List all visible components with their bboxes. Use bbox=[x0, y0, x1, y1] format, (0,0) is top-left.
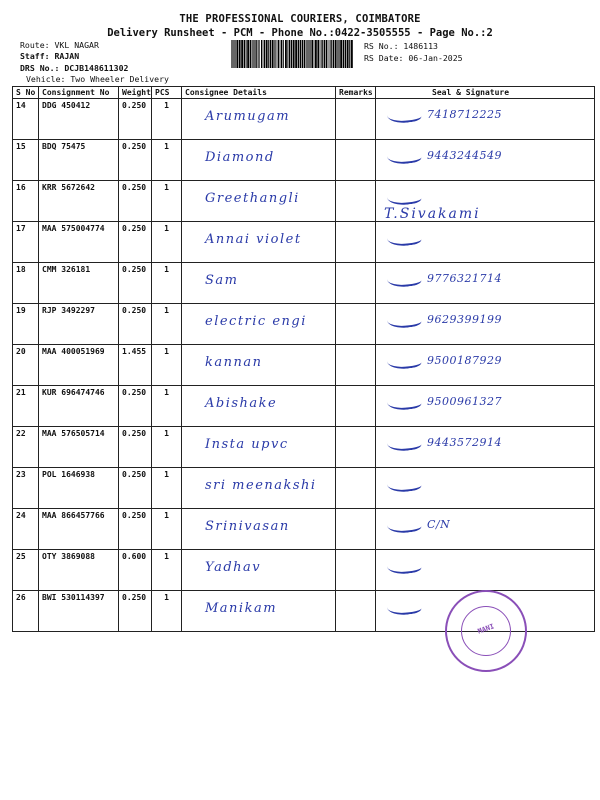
signature-phone: 9443572914 bbox=[427, 436, 502, 449]
sno-cell: 21 bbox=[13, 386, 39, 427]
signature-scribble bbox=[386, 269, 422, 290]
consignment-cell: POL 1646938 bbox=[39, 468, 119, 509]
barcode-bar bbox=[274, 40, 275, 68]
barcode-bar bbox=[256, 40, 257, 68]
sno-cell: 22 bbox=[13, 427, 39, 468]
consignment-cell: OTY 3869088 bbox=[39, 550, 119, 591]
barcode-bar bbox=[231, 40, 232, 68]
barcode-bar bbox=[287, 40, 288, 68]
signature-scribble bbox=[386, 310, 422, 331]
pcs-cell: 1 bbox=[152, 304, 182, 345]
handwritten-signature bbox=[387, 436, 502, 449]
barcode-bar bbox=[306, 40, 307, 68]
barcode-bar bbox=[315, 40, 317, 68]
remarks-cell bbox=[336, 99, 376, 140]
table-header-row bbox=[13, 87, 595, 99]
barcode-bar bbox=[247, 40, 249, 68]
signature-scribble bbox=[386, 556, 422, 577]
barcode-bar bbox=[261, 40, 262, 68]
rs-number: RS No.: 1486113 bbox=[364, 41, 438, 51]
signature-cell bbox=[376, 468, 595, 509]
table-row bbox=[13, 509, 595, 550]
handwritten-consignee: Abishake bbox=[205, 396, 278, 411]
barcode-bar bbox=[330, 40, 331, 68]
sno-cell: 19 bbox=[13, 304, 39, 345]
signature-phone: 7418712225 bbox=[427, 108, 502, 121]
barcode-bar bbox=[266, 40, 268, 68]
pcs-cell: 1 bbox=[152, 550, 182, 591]
table-row bbox=[13, 263, 595, 304]
barcode-bar bbox=[307, 40, 308, 68]
column-header: Weight bbox=[119, 87, 152, 99]
consignee-cell bbox=[182, 468, 336, 509]
handwritten-signature bbox=[387, 313, 502, 326]
barcode-bar bbox=[340, 40, 342, 68]
handwritten-consignee: Arumugam bbox=[205, 109, 291, 124]
consignment-cell: RJP 3492297 bbox=[39, 304, 119, 345]
handwritten-consignee: electric engi bbox=[205, 314, 307, 329]
handwritten-signature bbox=[387, 559, 427, 572]
column-header: Consignee Details bbox=[182, 87, 336, 99]
barcode-bar bbox=[277, 40, 278, 68]
signature-phone: 9629399199 bbox=[427, 313, 502, 326]
consignment-cell: MAA 866457766 bbox=[39, 509, 119, 550]
weight-cell: 0.250 bbox=[119, 181, 152, 222]
signature-phone: 9776321714 bbox=[427, 272, 502, 285]
handwritten-consignee: Diamond bbox=[205, 150, 275, 165]
pcs-cell: 1 bbox=[152, 591, 182, 632]
barcode-bar bbox=[235, 40, 236, 68]
handwritten-signature bbox=[387, 231, 427, 244]
remarks-cell bbox=[336, 509, 376, 550]
consignment-cell: BDQ 75475 bbox=[39, 140, 119, 181]
pcs-cell: 1 bbox=[152, 509, 182, 550]
remarks-cell bbox=[336, 468, 376, 509]
signature-cell bbox=[376, 222, 595, 263]
runsheet-subtitle: Delivery Runsheet - PCM - Phone No.:0422-3505555 - Page No.:2 bbox=[107, 27, 493, 39]
barcode-bar bbox=[232, 40, 233, 68]
barcode-bar bbox=[311, 40, 313, 68]
sno-cell: 20 bbox=[13, 345, 39, 386]
handwritten-signature bbox=[387, 354, 502, 367]
handwritten-signature bbox=[387, 272, 502, 285]
remarks-cell bbox=[336, 427, 376, 468]
barcode-bar bbox=[293, 40, 295, 68]
barcode-bar bbox=[328, 40, 329, 68]
signature-cell bbox=[376, 509, 595, 550]
handwritten-signature: T.Sivakami bbox=[384, 206, 481, 222]
consignment-cell: KRR 5672642 bbox=[39, 181, 119, 222]
barcode-bar bbox=[289, 40, 291, 68]
table-row bbox=[13, 468, 595, 509]
route-label: Route: VKL NAGAR bbox=[20, 40, 99, 50]
barcode-bar bbox=[283, 40, 284, 68]
table-row bbox=[13, 99, 595, 140]
remarks-cell bbox=[336, 345, 376, 386]
barcode-bar bbox=[331, 40, 332, 68]
barcode-bar bbox=[272, 40, 274, 68]
pcs-cell: 1 bbox=[152, 263, 182, 304]
consignment-cell: DDG 450412 bbox=[39, 99, 119, 140]
handwritten-signature bbox=[387, 477, 427, 490]
remarks-cell bbox=[336, 263, 376, 304]
pcs-cell: 1 bbox=[152, 140, 182, 181]
consignment-cell: CMM 326181 bbox=[39, 263, 119, 304]
vehicle-label: Vehicle: Two Wheeler Delivery bbox=[26, 74, 169, 84]
column-header: S No bbox=[13, 87, 39, 99]
stamp-text: MANI bbox=[476, 622, 496, 636]
barcode-bar bbox=[304, 40, 306, 68]
sno-cell: 26 bbox=[13, 591, 39, 632]
pcs-cell: 1 bbox=[152, 386, 182, 427]
handwritten-consignee: kannan bbox=[205, 355, 263, 370]
sno-cell: 17 bbox=[13, 222, 39, 263]
handwritten-consignee: Yadhav bbox=[205, 560, 262, 575]
sno-cell: 15 bbox=[13, 140, 39, 181]
handwritten-consignee: Srinivasan bbox=[205, 519, 290, 534]
handwritten-signature bbox=[387, 395, 502, 408]
pcs-cell: 1 bbox=[152, 222, 182, 263]
weight-cell: 0.250 bbox=[119, 591, 152, 632]
consignee-cell bbox=[182, 345, 336, 386]
signature-cell bbox=[376, 304, 595, 345]
barcode-bar bbox=[233, 40, 234, 68]
remarks-cell bbox=[336, 222, 376, 263]
signature-phone: 9500187929 bbox=[427, 354, 502, 367]
consignee-cell bbox=[182, 427, 336, 468]
weight-cell: 0.250 bbox=[119, 468, 152, 509]
consignee-cell bbox=[182, 140, 336, 181]
barcode-bar bbox=[268, 40, 269, 68]
signature-cell bbox=[376, 427, 595, 468]
sno-cell: 16 bbox=[13, 181, 39, 222]
weight-cell: 0.250 bbox=[119, 386, 152, 427]
column-header: Consignment No bbox=[39, 87, 119, 99]
sno-cell: 23 bbox=[13, 468, 39, 509]
barcode-bar bbox=[347, 40, 349, 68]
consignee-cell bbox=[182, 550, 336, 591]
column-header: Remarks bbox=[336, 87, 376, 99]
barcode-bar bbox=[285, 40, 287, 68]
table-row bbox=[13, 345, 595, 386]
barcode-bar bbox=[349, 40, 350, 68]
pcs-cell: 1 bbox=[152, 468, 182, 509]
staff-label: Staff: RAJAN bbox=[20, 51, 80, 61]
signature-cell bbox=[376, 550, 595, 591]
consignment-cell: BWI 530114397 bbox=[39, 591, 119, 632]
signature-scribble bbox=[386, 105, 422, 126]
remarks-cell bbox=[336, 304, 376, 345]
table-row bbox=[13, 304, 595, 345]
barcode-bar bbox=[239, 40, 241, 68]
barcode-bar bbox=[329, 40, 330, 68]
drs-number: DRS No.: DCJB148611302 bbox=[20, 63, 129, 73]
handwritten-signature bbox=[387, 108, 502, 121]
barcode-bar bbox=[317, 40, 319, 68]
signature-scribble bbox=[386, 228, 422, 249]
signature-cell bbox=[376, 386, 595, 427]
table-row bbox=[13, 427, 595, 468]
table-row bbox=[13, 550, 595, 591]
weight-cell: 1.455 bbox=[119, 345, 152, 386]
pcs-cell: 1 bbox=[152, 427, 182, 468]
sno-cell: 18 bbox=[13, 263, 39, 304]
barcode-bar bbox=[335, 40, 337, 68]
signature-scribble bbox=[386, 433, 422, 454]
barcode-bar bbox=[291, 40, 292, 68]
barcode-bar bbox=[236, 40, 238, 68]
signature-scribble bbox=[386, 392, 422, 413]
consignment-cell: MAA 400051969 bbox=[39, 345, 119, 386]
weight-cell: 0.250 bbox=[119, 222, 152, 263]
handwritten-consignee: Sam bbox=[205, 273, 239, 288]
pcs-cell: 1 bbox=[152, 345, 182, 386]
company-title: THE PROFESSIONAL COURIERS, COIMBATORE bbox=[179, 13, 421, 25]
consignment-cell: MAA 576505714 bbox=[39, 427, 119, 468]
consignee-cell bbox=[182, 181, 336, 222]
table-row bbox=[13, 181, 595, 222]
rs-date: RS Date: 06-Jan-2025 bbox=[364, 53, 463, 63]
consignee-cell bbox=[182, 304, 336, 345]
signature-scribble bbox=[386, 597, 422, 618]
pcs-cell: 1 bbox=[152, 181, 182, 222]
barcode-bar bbox=[308, 40, 309, 68]
barcode-bar bbox=[253, 40, 254, 68]
table-row bbox=[13, 222, 595, 263]
consignee-cell bbox=[182, 509, 336, 550]
barcode-bar bbox=[322, 40, 323, 68]
barcode-bar bbox=[281, 40, 282, 68]
table-row bbox=[13, 140, 595, 181]
column-header: Seal & Signature bbox=[376, 87, 595, 99]
consignee-cell bbox=[182, 222, 336, 263]
weight-cell: 0.250 bbox=[119, 140, 152, 181]
consignee-cell bbox=[182, 99, 336, 140]
runsheet-table bbox=[12, 86, 595, 632]
weight-cell: 0.250 bbox=[119, 427, 152, 468]
barcode-bar bbox=[310, 40, 311, 68]
handwritten-consignee: sri meenakshi bbox=[205, 478, 317, 493]
weight-cell: 0.250 bbox=[119, 263, 152, 304]
barcode-bar bbox=[295, 40, 297, 68]
barcode-bar bbox=[241, 40, 243, 68]
signature-cell bbox=[376, 99, 595, 140]
table-body bbox=[13, 99, 595, 632]
weight-cell: 0.600 bbox=[119, 550, 152, 591]
barcode-bar bbox=[343, 40, 345, 68]
signature-scribble bbox=[386, 187, 422, 208]
barcode-bar bbox=[252, 40, 253, 68]
handwritten-signature bbox=[387, 600, 427, 613]
barcode-bar bbox=[338, 40, 339, 68]
remarks-cell bbox=[336, 591, 376, 632]
signature-cell bbox=[376, 263, 595, 304]
remarks-cell bbox=[336, 140, 376, 181]
weight-cell: 0.250 bbox=[119, 99, 152, 140]
remarks-cell bbox=[336, 181, 376, 222]
barcode-bar bbox=[320, 40, 321, 68]
handwritten-consignee: Annai violet bbox=[205, 232, 302, 247]
barcode-bar bbox=[275, 40, 276, 68]
barcode-bar bbox=[250, 40, 252, 68]
signature-scribble bbox=[386, 146, 422, 167]
remarks-cell bbox=[336, 550, 376, 591]
remarks-cell bbox=[336, 386, 376, 427]
delivery-stamp bbox=[445, 590, 527, 672]
barcode-bar bbox=[314, 40, 315, 68]
consignment-cell: KUR 696474746 bbox=[39, 386, 119, 427]
barcode-bar bbox=[278, 40, 279, 68]
signature-phone: C/N bbox=[427, 518, 451, 531]
barcode-bar bbox=[264, 40, 265, 68]
handwritten-consignee: Insta upvc bbox=[205, 437, 289, 452]
handwritten-consignee: Greethangli bbox=[205, 191, 300, 206]
table-row bbox=[13, 386, 595, 427]
weight-cell: 0.250 bbox=[119, 509, 152, 550]
barcode-bar bbox=[259, 40, 260, 68]
handwritten-consignee: Manikam bbox=[205, 601, 278, 616]
sno-cell: 24 bbox=[13, 509, 39, 550]
sno-cell: 14 bbox=[13, 99, 39, 140]
barcode-bar bbox=[246, 40, 247, 68]
barcode-bar bbox=[263, 40, 264, 68]
signature-scribble bbox=[386, 474, 422, 495]
handwritten-signature bbox=[387, 149, 502, 162]
barcode-bar bbox=[244, 40, 246, 68]
barcode-bar bbox=[302, 40, 303, 68]
consignment-cell: MAA 575004774 bbox=[39, 222, 119, 263]
sno-cell: 25 bbox=[13, 550, 39, 591]
consignee-cell bbox=[182, 263, 336, 304]
handwritten-signature bbox=[387, 518, 450, 531]
consignee-cell bbox=[182, 591, 336, 632]
signature-scribble bbox=[386, 351, 422, 372]
barcode-bar bbox=[270, 40, 271, 68]
barcode-bar bbox=[321, 40, 322, 68]
barcode-bar bbox=[300, 40, 301, 68]
barcode-bar bbox=[345, 40, 346, 68]
signature-phone: 9500961327 bbox=[427, 395, 502, 408]
pcs-cell: 1 bbox=[152, 99, 182, 140]
signature-scribble bbox=[386, 515, 422, 536]
barcode-bar bbox=[298, 40, 300, 68]
barcode-bar bbox=[337, 40, 338, 68]
barcode-bar bbox=[280, 40, 281, 68]
barcode-bar bbox=[324, 40, 325, 68]
barcode-bar bbox=[254, 40, 255, 68]
signature-cell bbox=[376, 345, 595, 386]
barcode-bar bbox=[258, 40, 259, 68]
signature-cell bbox=[376, 140, 595, 181]
weight-cell: 0.250 bbox=[119, 304, 152, 345]
signature-phone: 9443244549 bbox=[427, 149, 502, 162]
barcode-bar bbox=[326, 40, 327, 68]
consignee-cell bbox=[182, 386, 336, 427]
barcode-image bbox=[231, 40, 355, 68]
handwritten-signature bbox=[387, 190, 427, 203]
barcode-bar bbox=[351, 40, 353, 68]
column-header: PCS bbox=[152, 87, 182, 99]
barcode-bar bbox=[333, 40, 334, 68]
